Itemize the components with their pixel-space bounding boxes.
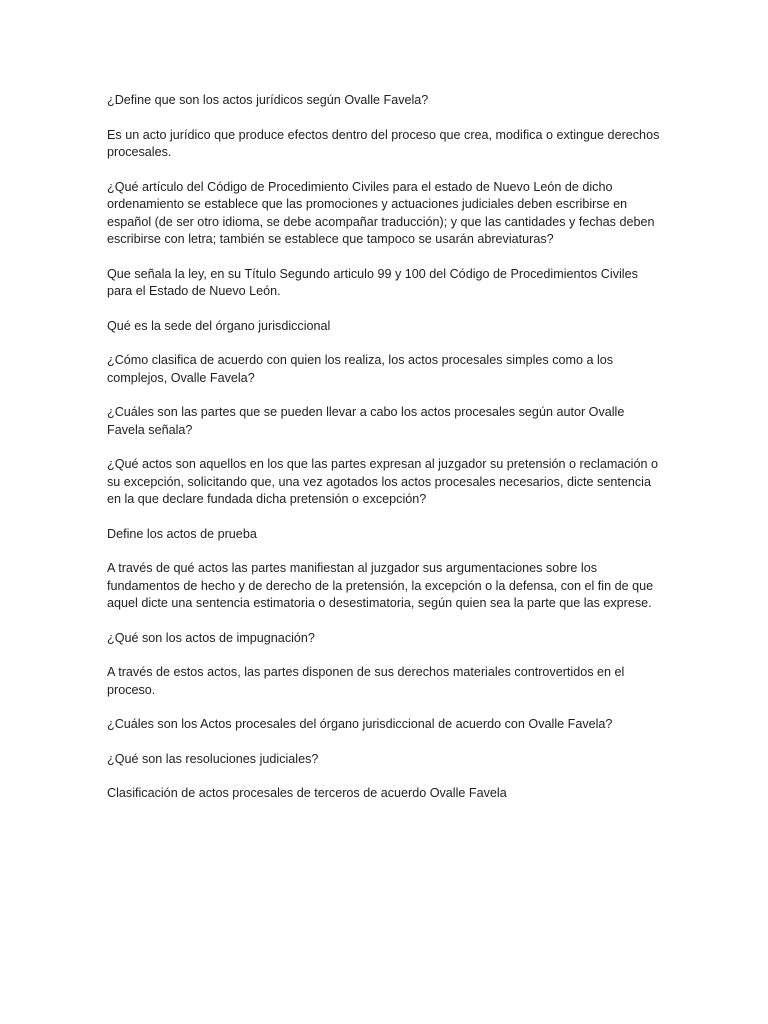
question-pretension-excepcion: ¿Qué actos son aquellos en los que las partes expresan al juzgador su pretensión o reclamación o su excepción, solicitando que, una vez agotados los actos procesales necesarios, dicte sentencia en la que declare fundada dicha pretensión o excepción? [107, 457, 658, 506]
answer-acto-juridico: Es un acto jurídico que produce efectos dentro del proceso que crea, modifica o extingue derechos procesales. [107, 127, 660, 159]
question-clasificacion-actos: ¿Cómo clasifica de acuerdo con quien los realiza, los actos procesales simples como a los complejos, Ovalle Favela? [107, 353, 614, 385]
question-actos-organo: ¿Cuáles son los Actos procesales del órgano jurisdiccional de acuerdo con Ovalle Favela? [107, 717, 613, 731]
answer-derechos-materiales: A través de estos actos, las partes disponen de sus derechos materiales controvertidos en el proceso. [107, 665, 625, 697]
document-body [107, 92, 663, 820]
question-argumentaciones: A través de qué actos las partes manifiestan al juzgador sus argumentaciones sobre los fundamentos de hecho y de derecho de la pretensión, la excepción o la defensa, con el fin de que aquel dicte una sentencia estimatoria o desestimatoria, según quien sea la parte que las exprese. [107, 561, 654, 610]
question-sede-organo: Qué es la sede del órgano jurisdiccional [107, 318, 331, 333]
question-resoluciones: ¿Qué son las resoluciones judiciales? [107, 751, 319, 766]
answer-titulo-segundo: Que señala la ley, en su Título Segundo articulo 99 y 100 del Código de Procedimientos Civiles para el Estado de Nuevo León. [107, 266, 638, 298]
heading-actos-terceros: Clasificación de actos procesales de terceros de acuerdo Ovalle Favela [107, 786, 507, 800]
question-actos-impugnacion: ¿Qué son los actos de impugnación? [107, 630, 315, 645]
heading-actos-prueba: Define los actos de prueba [107, 526, 257, 541]
question-actos-juridicos: ¿Define que son los actos jurídicos según Ovalle Favela? [107, 93, 429, 107]
question-partes-actos: ¿Cuáles son las partes que se pueden llevar a cabo los actos procesales según autor Ovalle Favela señala? [107, 405, 625, 437]
question-articulo-codigo: ¿Qué artículo del Código de Procedimiento Civiles para el estado de Nuevo León de dicho ordenamiento se establece que las promociones y actuaciones judiciales deben escribirse en español (de ser otro idioma, se debe acompañar traducción); y que las cantidades y fechas deben escribirse con letra; también se establece que tampoco se usarán abreviaturas? [107, 179, 655, 246]
